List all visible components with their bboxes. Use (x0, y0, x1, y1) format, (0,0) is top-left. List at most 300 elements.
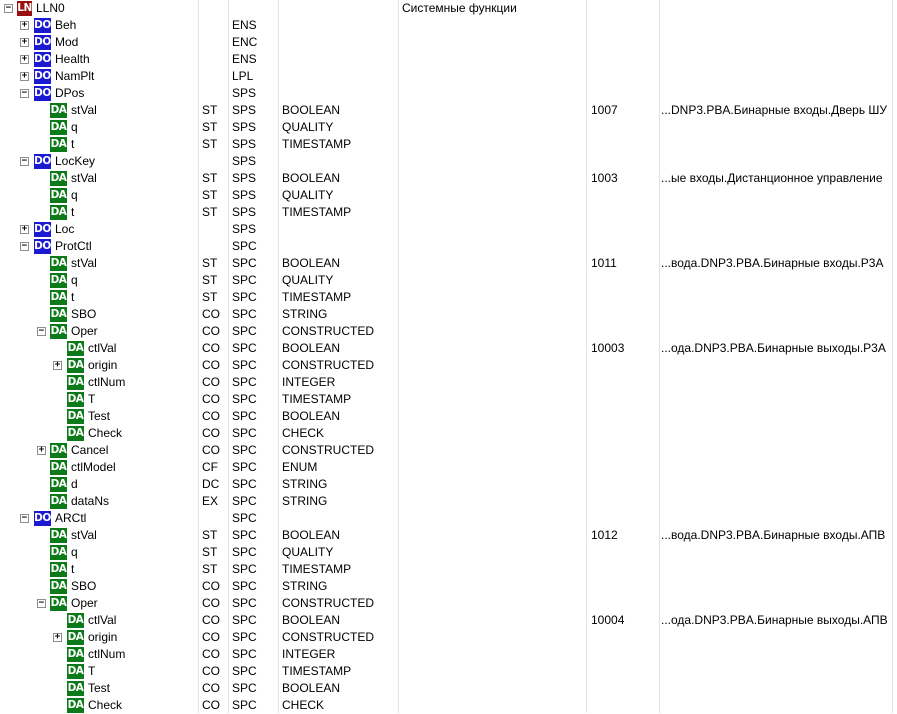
data-type-cell: STRING (282, 307, 328, 321)
functional-constraint-cell: ST (202, 545, 218, 559)
cdc-cell: SPC (232, 494, 257, 508)
da-node-icon: DA (67, 342, 84, 354)
source-cell: ...вода.DNP3.PBA.Бинарные входы.P3A (661, 256, 884, 270)
da-node-icon: DA (67, 614, 84, 626)
cdc-cell: SPS (232, 154, 257, 168)
cdc-cell: SPC (232, 443, 257, 457)
functional-constraint-cell: ST (202, 290, 218, 304)
expand-icon[interactable]: + (21, 224, 28, 234)
tree-row[interactable] (0, 646, 897, 663)
cdc-cell: ENS (232, 52, 257, 66)
da-node-icon: DA (67, 648, 84, 660)
data-type-cell: TIMESTAMP (282, 392, 352, 406)
cdc-cell: SPC (232, 256, 257, 270)
expand-icon[interactable]: + (21, 20, 28, 30)
da-node-icon: DA (50, 138, 67, 150)
source-cell (661, 85, 893, 102)
node-name: SBO (71, 579, 97, 593)
functional-constraint-cell: CO (202, 647, 220, 661)
data-type-cell: BOOLEAN (282, 409, 341, 423)
address-cell (591, 0, 657, 17)
functional-constraint-cell: CO (202, 341, 220, 355)
functional-constraint-cell (202, 153, 226, 170)
address-cell (591, 153, 657, 170)
node-name: SBO (71, 307, 97, 321)
cdc-cell: SPC (232, 562, 257, 576)
da-node-icon: DA (50, 206, 67, 218)
functional-constraint-cell: ST (202, 188, 218, 202)
tree-row[interactable] (0, 595, 897, 612)
address-cell (591, 119, 657, 136)
source-cell (661, 51, 893, 68)
collapse-icon[interactable]: − (21, 88, 28, 98)
node-name: t (71, 137, 75, 151)
address-cell (591, 272, 657, 289)
node-name: q (71, 120, 78, 134)
data-type-cell: CONSTRUCTED (282, 630, 374, 644)
source-cell (661, 17, 893, 34)
source-cell (661, 408, 893, 425)
functional-constraint-cell (202, 17, 226, 34)
node-name: dataNs (71, 494, 110, 508)
data-type-cell (282, 85, 396, 102)
tree-row[interactable] (0, 663, 897, 680)
data-type-cell: QUALITY (282, 120, 334, 134)
source-cell (661, 272, 893, 289)
data-type-cell: TIMESTAMP (282, 664, 352, 678)
source-cell (661, 459, 893, 476)
address-cell (591, 595, 657, 612)
source-cell: ...ода.DNP3.PBA.Бинарные выходы.АПВ (661, 613, 888, 627)
address-cell (591, 697, 657, 714)
cdc-cell: SPC (232, 579, 257, 593)
data-type-cell: TIMESTAMP (282, 205, 352, 219)
do-node-icon: DO (34, 53, 51, 65)
tree-row[interactable] (0, 102, 897, 119)
data-type-cell: BOOLEAN (282, 256, 341, 270)
tree-row[interactable] (0, 272, 897, 289)
tree-row[interactable] (0, 221, 897, 238)
data-type-cell: CHECK (282, 426, 325, 440)
da-node-icon: DA (50, 478, 67, 490)
functional-constraint-cell: ST (202, 120, 218, 134)
tree-row[interactable] (0, 204, 897, 221)
address-cell: 1007 (591, 103, 618, 117)
data-type-cell: CHECK (282, 698, 325, 712)
data-type-cell: STRING (282, 477, 328, 491)
do-node-icon: DO (34, 240, 51, 252)
cdc-cell (232, 0, 276, 17)
tree-row[interactable] (0, 17, 897, 34)
node-name: LLN0 (36, 1, 65, 15)
tree-row[interactable] (0, 357, 897, 374)
da-node-icon: DA (50, 189, 67, 201)
expand-icon[interactable]: + (21, 71, 28, 81)
data-type-cell: BOOLEAN (282, 341, 341, 355)
functional-constraint-cell: CO (202, 426, 220, 440)
tree-row[interactable] (0, 136, 897, 153)
data-type-cell (282, 0, 396, 17)
address-cell (591, 476, 657, 493)
tree-row[interactable] (0, 476, 897, 493)
source-cell (661, 34, 893, 51)
data-type-cell: QUALITY (282, 545, 334, 559)
expand-icon[interactable]: + (54, 632, 61, 642)
da-node-icon: DA (50, 563, 67, 575)
node-name: Health (55, 52, 90, 66)
node-name: stVal (71, 256, 97, 270)
source-cell (661, 136, 893, 153)
address-cell (591, 51, 657, 68)
data-type-cell: INTEGER (282, 647, 336, 661)
functional-constraint-cell (202, 68, 226, 85)
tree-row[interactable] (0, 51, 897, 68)
tree-row[interactable] (0, 340, 897, 357)
tree-row[interactable] (0, 323, 897, 340)
functional-constraint-cell (202, 85, 226, 102)
data-type-cell: CONSTRUCTED (282, 324, 374, 338)
tree-row[interactable] (0, 408, 897, 425)
da-node-icon: DA (67, 631, 84, 643)
functional-constraint-cell: CO (202, 698, 220, 712)
node-name: Test (88, 409, 111, 423)
source-cell (661, 357, 893, 374)
tree-row[interactable] (0, 238, 897, 255)
address-cell (591, 663, 657, 680)
tree-row[interactable] (0, 85, 897, 102)
address-cell: 1003 (591, 171, 618, 185)
tree-row[interactable] (0, 374, 897, 391)
functional-constraint-cell: DC (202, 477, 220, 491)
tree-row[interactable] (0, 612, 897, 629)
functional-constraint-cell: CF (202, 460, 218, 474)
source-cell (661, 425, 893, 442)
data-type-cell (282, 221, 396, 238)
da-node-icon: DA (50, 257, 67, 269)
functional-constraint-cell: ST (202, 256, 218, 270)
address-cell (591, 578, 657, 595)
tree-row[interactable] (0, 561, 897, 578)
address-cell (591, 187, 657, 204)
tree-row[interactable] (0, 153, 897, 170)
source-cell (661, 68, 893, 85)
address-cell (591, 544, 657, 561)
data-type-cell: CONSTRUCTED (282, 358, 374, 372)
address-cell (591, 442, 657, 459)
cdc-cell: SPC (232, 409, 257, 423)
address-cell: 1012 (591, 528, 618, 542)
node-name: NamPlt (55, 69, 95, 83)
data-type-cell: TIMESTAMP (282, 137, 352, 151)
address-cell (591, 17, 657, 34)
cdc-cell: SPC (232, 426, 257, 440)
cdc-cell: SPC (232, 647, 257, 661)
da-node-icon: DA (67, 410, 84, 422)
tree-row[interactable] (0, 170, 897, 187)
address-cell (591, 493, 657, 510)
expand-icon[interactable]: + (38, 445, 45, 455)
address-cell (591, 323, 657, 340)
expand-icon[interactable]: + (54, 360, 61, 370)
functional-constraint-cell (202, 221, 226, 238)
source-cell (661, 323, 893, 340)
tree-row[interactable] (0, 425, 897, 442)
tree-row[interactable] (0, 391, 897, 408)
source-cell (661, 544, 893, 561)
data-type-cell: TIMESTAMP (282, 562, 352, 576)
cdc-cell: LPL (232, 69, 254, 83)
source-cell (661, 391, 893, 408)
da-node-icon: DA (50, 461, 67, 473)
da-node-icon: DA (50, 529, 67, 541)
node-name: ARCtl (55, 511, 87, 525)
source-cell (661, 663, 893, 680)
data-type-cell: BOOLEAN (282, 681, 341, 695)
do-node-icon: DO (34, 36, 51, 48)
address-cell (591, 374, 657, 391)
tree-row[interactable] (0, 493, 897, 510)
cdc-cell: SPS (232, 86, 257, 100)
node-name: q (71, 273, 78, 287)
source-cell: ...ода.DNP3.PBA.Бинарные выходы.P3A (661, 341, 886, 355)
node-name: Test (88, 681, 111, 695)
source-cell (661, 510, 893, 527)
cdc-cell: SPC (232, 307, 257, 321)
cdc-cell: SPC (232, 596, 257, 610)
da-node-icon: DA (50, 495, 67, 507)
tree-row[interactable] (0, 544, 897, 561)
data-type-cell (282, 238, 396, 255)
data-type-cell: ENUM (282, 460, 318, 474)
node-name: q (71, 545, 78, 559)
source-cell (661, 289, 893, 306)
data-type-cell: QUALITY (282, 188, 334, 202)
functional-constraint-cell: CO (202, 409, 220, 423)
node-name: Beh (55, 18, 77, 32)
functional-constraint-cell: CO (202, 681, 220, 695)
functional-constraint-cell: ST (202, 103, 218, 117)
tree-row[interactable] (0, 306, 897, 323)
data-type-cell: TIMESTAMP (282, 290, 352, 304)
address-cell (591, 629, 657, 646)
functional-constraint-cell: CO (202, 443, 220, 457)
address-cell (591, 85, 657, 102)
do-node-icon: DO (34, 87, 51, 99)
cdc-cell: SPC (232, 630, 257, 644)
tree-row[interactable] (0, 629, 897, 646)
functional-constraint-cell: CO (202, 392, 220, 406)
tree-row[interactable] (0, 289, 897, 306)
address-cell (591, 646, 657, 663)
address-cell (591, 510, 657, 527)
node-name: ctlNum (88, 375, 126, 389)
tree-row[interactable] (0, 459, 897, 476)
functional-constraint-cell: ST (202, 273, 218, 287)
node-name: ProtCtl (55, 239, 92, 253)
cdc-cell: SPC (232, 358, 257, 372)
functional-constraint-cell: CO (202, 358, 220, 372)
tree-row[interactable] (0, 255, 897, 272)
tree-row[interactable] (0, 187, 897, 204)
collapse-icon[interactable]: − (21, 513, 28, 523)
address-cell (591, 136, 657, 153)
functional-constraint-cell (202, 0, 226, 17)
collapse-icon[interactable]: − (21, 241, 28, 251)
source-cell (661, 646, 893, 663)
data-type-cell: CONSTRUCTED (282, 443, 374, 457)
address-cell (591, 459, 657, 476)
address-cell (591, 425, 657, 442)
node-name: T (88, 392, 96, 406)
node-name: LocKey (55, 154, 96, 168)
source-cell (661, 374, 893, 391)
expand-icon[interactable]: + (21, 37, 28, 47)
functional-constraint-cell (202, 51, 226, 68)
cdc-cell: SPC (232, 341, 257, 355)
data-type-cell (282, 51, 396, 68)
functional-constraint-cell (202, 510, 226, 527)
cdc-cell: SPC (232, 290, 257, 304)
source-cell (661, 238, 893, 255)
da-node-icon: DA (67, 359, 84, 371)
cdc-cell: SPC (232, 460, 257, 474)
cdc-cell: ENS (232, 18, 257, 32)
da-node-icon: DA (50, 325, 67, 337)
do-node-icon: DO (34, 512, 51, 524)
functional-constraint-cell (202, 238, 226, 255)
node-name: Mod (55, 35, 79, 49)
cdc-cell: SPS (232, 137, 257, 151)
tree-row[interactable] (0, 680, 897, 697)
address-cell: 10003 (591, 341, 625, 355)
source-cell (661, 221, 893, 238)
data-type-cell: STRING (282, 494, 328, 508)
functional-constraint-cell: ST (202, 137, 218, 151)
data-type-cell: BOOLEAN (282, 528, 341, 542)
cdc-cell: SPC (232, 681, 257, 695)
functional-constraint-cell: ST (202, 205, 218, 219)
functional-constraint-cell: CO (202, 579, 220, 593)
node-name: Oper (71, 596, 98, 610)
functional-constraint-cell: CO (202, 596, 220, 610)
source-cell (661, 442, 893, 459)
node-name: ctlVal (88, 341, 117, 355)
node-name: ctlModel (71, 460, 116, 474)
da-node-icon: DA (50, 291, 67, 303)
data-type-cell (282, 68, 396, 85)
node-name: Check (88, 426, 123, 440)
source-cell (661, 153, 893, 170)
cdc-cell: SPS (232, 222, 257, 236)
node-name: t (71, 205, 75, 219)
node-name: origin (88, 358, 118, 372)
address-cell (591, 561, 657, 578)
tree-row[interactable] (0, 442, 897, 459)
da-node-icon: DA (50, 104, 67, 116)
collapse-icon[interactable]: − (38, 598, 45, 608)
node-name: ctlVal (88, 613, 117, 627)
da-node-icon: DA (67, 376, 84, 388)
source-cell (661, 595, 893, 612)
da-node-icon: DA (50, 121, 67, 133)
da-node-icon: DA (67, 427, 84, 439)
source-cell (661, 493, 893, 510)
source-cell: ...ые входы.Дистанционное управление (661, 171, 883, 185)
collapse-icon[interactable]: − (21, 156, 28, 166)
source-cell (661, 561, 893, 578)
cdc-cell: SPC (232, 239, 257, 253)
address-cell (591, 408, 657, 425)
da-node-icon: DA (50, 597, 67, 609)
tree-row[interactable] (0, 0, 897, 17)
cdc-cell: SPC (232, 392, 257, 406)
functional-constraint-cell: CO (202, 324, 220, 338)
source-cell (661, 578, 893, 595)
tree-row[interactable] (0, 527, 897, 544)
source-cell (661, 119, 893, 136)
collapse-icon[interactable]: − (38, 326, 45, 336)
address-cell (591, 306, 657, 323)
node-name: Check (88, 698, 123, 712)
tree-row[interactable] (0, 578, 897, 595)
source-cell (661, 204, 893, 221)
source-cell (661, 629, 893, 646)
address-cell (591, 357, 657, 374)
node-name: DPos (55, 86, 85, 100)
functional-constraint-cell: CO (202, 630, 220, 644)
da-node-icon: DA (50, 580, 67, 592)
tree-row[interactable] (0, 34, 897, 51)
tree-row[interactable] (0, 697, 897, 714)
cdc-cell: SPC (232, 545, 257, 559)
source-cell: ...вода.DNP3.PBA.Бинарные входы.АПВ (661, 528, 886, 542)
functional-constraint-cell: CO (202, 375, 220, 389)
source-cell: ...DNP3.PBA.Бинарные входы.Дверь ШУ (661, 103, 888, 117)
cdc-cell: SPC (232, 273, 257, 287)
cdc-cell: SPC (232, 664, 257, 678)
node-name: q (71, 188, 78, 202)
data-type-cell: BOOLEAN (282, 613, 341, 627)
functional-constraint-cell: EX (202, 494, 219, 508)
tree-row[interactable] (0, 68, 897, 85)
source-cell (661, 680, 893, 697)
functional-constraint-cell: CO (202, 307, 220, 321)
collapse-icon[interactable]: − (5, 3, 12, 13)
tree-row[interactable] (0, 119, 897, 136)
cdc-cell: SPS (232, 205, 257, 219)
address-cell (591, 391, 657, 408)
expand-icon[interactable]: + (21, 54, 28, 64)
address-cell: 1011 (591, 256, 617, 270)
node-name: t (71, 562, 75, 576)
data-type-cell: CONSTRUCTED (282, 596, 374, 610)
data-type-cell: BOOLEAN (282, 171, 341, 185)
address-cell (591, 221, 657, 238)
node-name: stVal (71, 171, 97, 185)
node-name: origin (88, 630, 118, 644)
node-name: t (71, 290, 75, 304)
address-cell (591, 238, 657, 255)
do-node-icon: DO (34, 223, 51, 235)
node-name: stVal (71, 103, 97, 117)
functional-constraint-cell: ST (202, 528, 218, 542)
tree-row[interactable] (0, 510, 897, 527)
functional-constraint-cell: ST (202, 171, 218, 185)
da-node-icon: DA (50, 444, 67, 456)
data-type-cell: STRING (282, 579, 328, 593)
data-type-cell (282, 34, 396, 51)
source-cell (661, 187, 893, 204)
